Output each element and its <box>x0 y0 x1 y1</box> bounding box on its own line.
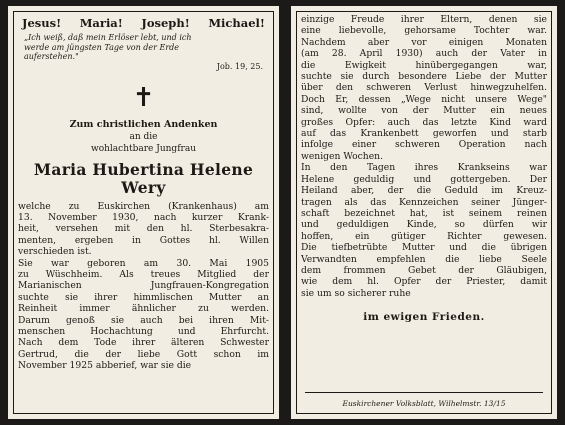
text-line: Nachdem aber vor einigen Monaten <box>301 36 547 48</box>
cross-icon: ✝ <box>132 82 155 113</box>
text-line: Heiland aber, der die Geduld im Kreuz- <box>301 185 547 197</box>
memorial-heading: Zum christlichen Andenken <box>69 118 218 130</box>
text-line: Verwandten empfehlen die liebe Seele <box>301 253 547 265</box>
text-line: wenigen Wochen. <box>301 150 384 162</box>
text-line: Reinheit immer ähnlicher zu werden. <box>18 303 269 315</box>
dedication-line: wohlachtbare Jungfrau <box>91 143 196 154</box>
biography-text-continued <box>301 14 547 299</box>
text-line: Die tiefbetrübte Mutter und die übrigen <box>301 242 547 254</box>
text-line: dem frommen Gebet der Gläubigen, <box>301 264 547 276</box>
text-line: über den schweren Verlust hinwegzuhelfen. <box>301 82 547 94</box>
text-line: verschieden ist. <box>18 246 92 258</box>
text-line: Sie war geboren am 30. Mai 1905 <box>18 257 269 269</box>
printer-imprint: Euskirchener Volksblatt, Wilhelmstr. 13/15 <box>342 399 506 408</box>
text-line: suchte sie durch besondere Liebe der Mutter <box>301 71 547 83</box>
text-line: Nach dem Tode ihrer älteren Schwester <box>18 337 269 349</box>
header-names <box>22 16 265 30</box>
header-name: Jesus! <box>22 16 62 30</box>
text-line: wie dem hl. Opfer der Priester, damit <box>301 276 547 288</box>
text-line: November 1925 abberief, war sie die <box>18 360 192 372</box>
right-card <box>291 6 557 419</box>
text-line: Marianischen Jungfrauen-Kongregation <box>18 280 269 292</box>
text-line: 13. November 1930, nach kurzer Krank- <box>18 211 269 223</box>
left-card-content <box>18 14 269 411</box>
text-line: zu Wüschheim. Als treues Mitglied der <box>18 268 269 280</box>
text-line: Gertrud, die der liebe Gott schon im <box>18 348 269 360</box>
text-line: sie um so sicherer ruhe <box>301 287 411 299</box>
text-line: suchte sie ihrer himmlischen Mutter an <box>18 291 269 303</box>
text-line: welche zu Euskirchen (Krankenhaus) am <box>18 200 269 212</box>
text-line: tragen als das Kennzeichen seiner Jünger- <box>301 196 547 208</box>
text-line: sind, wollte von der Mutter ein neues <box>301 105 547 117</box>
dedication-line: an die <box>129 131 158 142</box>
quote-line: „Ich weiß, daß mein Erlöser lebt, und ich <box>24 33 192 42</box>
text-line: Helene geduldig und gottergeben. Der <box>301 173 547 185</box>
text-line: Darum genoß sie auch bei ihren Mit- <box>18 314 269 326</box>
quote-line: auferstehen." <box>24 52 79 61</box>
footer-rule <box>305 392 543 393</box>
text-line: schaft bezeichnet hat, ist seinem reinen <box>301 207 547 219</box>
text-line: menschen Hochachtung und Ehrfurcht. <box>18 325 269 337</box>
text-line: einzige Freude ihrer Eltern, denen sie <box>301 14 547 25</box>
header-name: Joseph! <box>141 16 190 30</box>
quote-reference: Job. 19, 25. <box>216 61 263 71</box>
text-line: großes Opfer: auch das letzte Kind ward <box>301 116 547 128</box>
text-line: infolge einer schweren Operation nach <box>301 139 547 151</box>
text-line: Doch Er, dessen „Wege nicht unsere Wege" <box>301 93 547 105</box>
text-line: menten, ergeben in Gottes hl. Willen <box>18 234 269 246</box>
biography-text <box>18 201 269 372</box>
text-line: und geduldigen Kinde, so dürfen wir <box>301 219 547 231</box>
text-line: In den Tagen ihres Krankseins war <box>301 162 547 174</box>
closing-phrase: im ewigen Frieden. <box>363 311 485 324</box>
right-card-content <box>301 14 547 411</box>
bible-quote <box>24 33 263 62</box>
header-name: Michael! <box>208 16 265 30</box>
text-line: die Ewigkeit hinübergegangen war, <box>301 59 547 71</box>
deceased-name: Maria Hubertina Helene Wery <box>33 159 254 197</box>
text-line: (am 28. April 1930) auch der Vater in <box>301 48 547 60</box>
text-line: heit, versehen mit den hl. Sterbesakra- <box>18 223 269 235</box>
quote-line: werde am jüngsten Tage von der Erde <box>24 42 180 52</box>
left-card <box>8 6 279 419</box>
text-line: eine liebevolle, gehorsame Tochter war. <box>301 25 547 37</box>
text-line: auf das Krankenbett geworfen und starb <box>301 128 547 140</box>
text-line: hoffen, ein gütiger Richter gewesen. <box>301 230 547 242</box>
header-name: Maria! <box>79 16 123 30</box>
